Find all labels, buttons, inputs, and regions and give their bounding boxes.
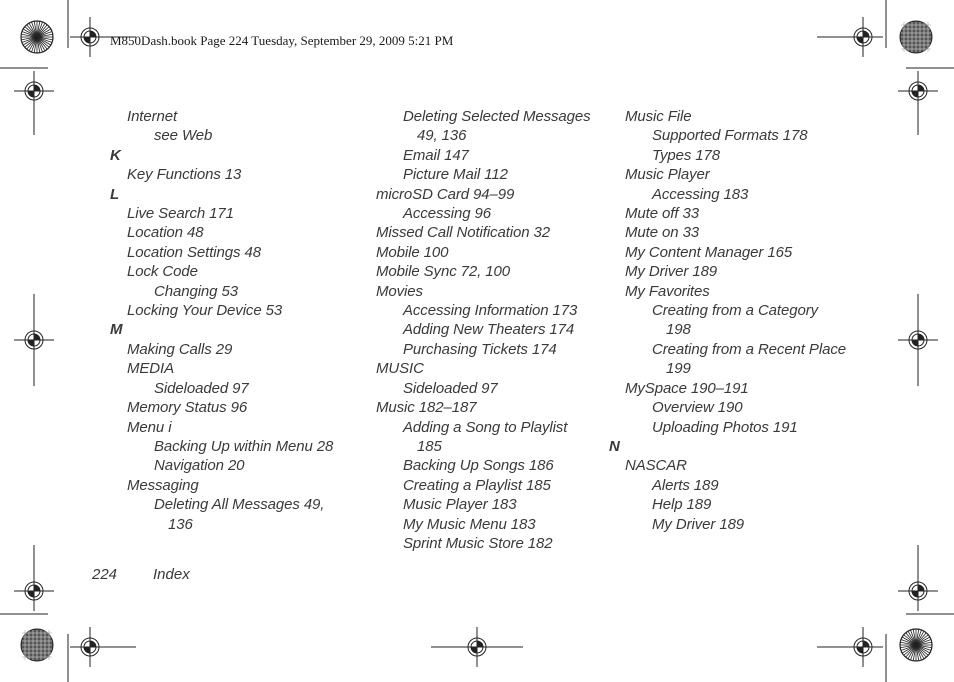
- index-entry: 49, 136: [417, 127, 467, 145]
- index-entry: Locking Your Device 53: [127, 302, 283, 320]
- index-entry: Supported Formats 178: [652, 127, 808, 145]
- index-letter-heading: N: [609, 437, 620, 455]
- index-entry: 198: [666, 321, 691, 339]
- index-entry: Accessing Information 173: [403, 302, 578, 320]
- index-entry: Creating from a Recent Place: [652, 340, 846, 358]
- index-entry: Music Player 183: [403, 496, 517, 514]
- registration-starburst-mark: [900, 629, 932, 661]
- index-letter-heading: M: [110, 321, 123, 339]
- index-entry: Changing 53: [154, 282, 238, 300]
- print-header: M850Dash.book Page 224 Tuesday, September 29, 2009 5:21 PM: [110, 33, 454, 48]
- registration-crosshair-mark: [14, 320, 54, 360]
- index-entry: Overview 190: [652, 399, 743, 417]
- index-column-2: [376, 107, 611, 553]
- index-entry: Uploading Photos 191: [652, 418, 798, 436]
- index-entry: Alerts 189: [652, 476, 719, 494]
- registration-grid-mark: [900, 21, 932, 53]
- index-entry: My Music Menu 183: [403, 515, 536, 533]
- index-entry: My Favorites: [625, 282, 710, 300]
- registration-grid-mark: [21, 629, 53, 661]
- index-entry: Backing Up Songs 186: [403, 457, 554, 475]
- registration-crosshair-mark: [14, 571, 54, 611]
- registration-crosshair-mark: [898, 71, 938, 111]
- index-entry: Navigation 20: [154, 457, 245, 475]
- index-entry: Mute off 33: [625, 205, 699, 223]
- index-entry: MySpace 190–191: [625, 379, 749, 397]
- index-entry: My Content Manager 165: [625, 243, 793, 261]
- index-entry: Deleting All Messages 49,: [154, 496, 325, 514]
- index-entry: Sideloaded 97: [154, 379, 249, 397]
- index-entry: Mobile 100: [376, 243, 449, 261]
- registration-crosshair-mark: [70, 17, 110, 57]
- index-entry: My Driver 189: [652, 515, 745, 533]
- index-entry: Internet: [127, 108, 178, 125]
- index-entry: Sprint Music Store 182: [403, 534, 553, 552]
- registration-starburst-mark: [21, 21, 53, 53]
- index-entry: Messaging: [127, 476, 199, 494]
- page-footer: [92, 566, 190, 583]
- index-entry: Help 189: [652, 496, 712, 514]
- index-entry: Key Functions 13: [127, 166, 242, 184]
- index-entry: Memory Status 96: [127, 399, 248, 417]
- index-entry: 199: [666, 360, 691, 378]
- index-entry: Making Calls 29: [127, 340, 233, 358]
- index-letter-heading: K: [110, 146, 121, 164]
- index-entry: Adding a Song to Playlist: [403, 418, 568, 436]
- index-letter-heading: L: [110, 185, 120, 203]
- index-entry: Music Player: [625, 166, 710, 184]
- index-entry: Location 48: [127, 224, 204, 242]
- index-entry: Backing Up within Menu 28: [154, 437, 334, 455]
- index-entry: Email 147: [403, 146, 469, 164]
- index-column-1: [110, 107, 360, 534]
- index-entry: Types 178: [652, 146, 721, 164]
- index-entry: My Driver 189: [625, 263, 718, 281]
- index-column-3: [609, 107, 865, 534]
- index-entry: Deleting Selected Messages: [403, 108, 591, 125]
- index-entry: Adding New Theaters 174: [403, 321, 575, 339]
- index-entry: Accessing 183: [652, 185, 749, 203]
- index-entry: 136: [168, 515, 193, 533]
- index-entry: Music File: [625, 108, 692, 125]
- index-entry: Mute on 33: [625, 224, 700, 242]
- index-entry: Mobile Sync 72, 100: [376, 263, 511, 281]
- index-entry: Picture Mail 112: [403, 166, 508, 184]
- registration-crosshair-mark: [14, 71, 54, 111]
- registration-crosshair-mark: [843, 17, 883, 57]
- registration-crosshair-mark: [457, 627, 497, 667]
- index-entry: Creating from a Category: [652, 302, 819, 320]
- index-entry: Menu i: [127, 418, 172, 436]
- registration-crosshair-mark: [898, 571, 938, 611]
- index-entry: Live Search 171: [127, 205, 234, 223]
- index-entry: NASCAR: [625, 457, 687, 475]
- index-entry: microSD Card 94–99: [376, 185, 515, 203]
- index-entry: 185: [417, 437, 442, 455]
- index-entry: MUSIC: [376, 360, 424, 378]
- index-entry: Music 182–187: [376, 399, 477, 417]
- index-entry: Sideloaded 97: [403, 379, 498, 397]
- index-entry: Lock Code: [127, 263, 198, 281]
- index-entry: Missed Call Notification 32: [376, 224, 551, 242]
- index-entry: see Web: [154, 127, 213, 145]
- section-name: Index: [153, 566, 190, 583]
- registration-crosshair-mark: [843, 627, 883, 667]
- index-entry: MEDIA: [127, 360, 175, 378]
- index-entry: Purchasing Tickets 174: [403, 340, 557, 358]
- index-entry: Location Settings 48: [127, 243, 261, 261]
- index-entry: Movies: [376, 282, 423, 300]
- index-entry: Creating a Playlist 185: [403, 476, 551, 494]
- page-number: 224: [92, 566, 118, 583]
- registration-crosshair-mark: [70, 627, 110, 667]
- index-entry: Accessing 96: [403, 205, 492, 223]
- registration-crosshair-mark: [898, 320, 938, 360]
